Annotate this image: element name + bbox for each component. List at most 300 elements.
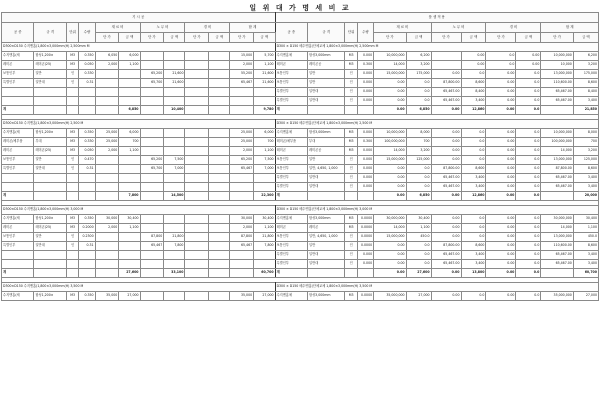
left-cell-2 xyxy=(66,106,78,115)
header-material-left: 재 료 비 xyxy=(95,23,140,33)
right-cell-10: 10,000,000 xyxy=(541,52,573,61)
left-cell-2: M3 xyxy=(66,52,78,61)
right-cell-3: 0.000 xyxy=(357,183,373,192)
left-cell-11: 1,100 xyxy=(254,61,275,70)
header-amount: 금 액 xyxy=(164,33,185,43)
right-cell-10: 65,467.00 xyxy=(541,97,573,106)
right-cell-0: 수지맨홀체 xyxy=(275,52,307,61)
right-cell-0: 특별인부 xyxy=(275,88,307,97)
right-cell-6: 0.00 xyxy=(431,156,461,165)
left-cell-8 xyxy=(185,224,209,233)
left-cell-3: 0.350 xyxy=(79,129,95,138)
header-left-group: 기 시 공 xyxy=(2,13,276,23)
right-cell-2: 인 xyxy=(345,97,357,106)
left-cell-11 xyxy=(254,174,275,183)
table-row xyxy=(2,61,599,70)
right-cell-6: 65,467.00 xyxy=(431,260,461,269)
left-cell-1 xyxy=(34,269,66,278)
right-cell-6: 0.00 xyxy=(431,192,461,201)
left-cell-11: 700 xyxy=(254,138,275,147)
right-cell-6: 0.00 xyxy=(431,233,461,242)
left-cell-10: 35,000 xyxy=(230,292,254,301)
left-cell-11: 21,800 xyxy=(254,233,275,242)
right-cell-10: 30,000,000 xyxy=(541,215,573,224)
right-cell-3: 0.000 xyxy=(357,70,373,79)
left-cell-6 xyxy=(140,251,164,260)
right-cell-5: 1,100 xyxy=(406,224,431,233)
right-cell-9: 0.0 xyxy=(516,269,541,278)
right-cell-0: 특별인부 xyxy=(275,251,307,260)
table-row xyxy=(2,97,599,106)
right-cell-5: 0.0 xyxy=(406,174,431,183)
right-cell-3: 0.0000 xyxy=(357,224,373,233)
right-cell-7: 3,400 xyxy=(461,97,486,106)
right-cell-11: 30,400 xyxy=(573,215,598,224)
left-cell-4: 6,050 xyxy=(95,52,119,61)
left-cell-1: 합성1,200× xyxy=(34,215,66,224)
right-cell-10: 13,000,000 xyxy=(541,70,573,79)
right-cell-3: 0.000 xyxy=(357,52,373,61)
left-cell-11: 1,100 xyxy=(254,224,275,233)
left-cell-1 xyxy=(34,192,66,201)
right-cell-6: 0.00 xyxy=(431,292,461,301)
right-cell-0: 계 xyxy=(275,106,307,115)
right-cell-2: 인 xyxy=(345,88,357,97)
right-cell-0: 수지맨홀체 xyxy=(275,215,307,224)
right-cell-5: 0.0 xyxy=(406,97,431,106)
left-cell-0 xyxy=(2,174,34,183)
left-cell-11: 7,800 xyxy=(254,242,275,251)
right-cell-10 xyxy=(541,269,573,278)
left-cell-6: 65,467 xyxy=(140,242,164,251)
left-cell-7 xyxy=(164,174,185,183)
left-cell-3 xyxy=(79,269,95,278)
left-cell-2 xyxy=(66,269,78,278)
left-cell-4 xyxy=(95,88,119,97)
right-cell-7: 0.0 xyxy=(461,215,486,224)
left-cell-9 xyxy=(209,52,230,61)
left-cell-10: 65,467 xyxy=(230,79,254,88)
left-cell-0: 계 xyxy=(2,192,34,201)
left-cell-4: 25,000 xyxy=(95,129,119,138)
table-row xyxy=(2,147,599,156)
left-cell-6: 65,200 xyxy=(140,156,164,165)
right-cell-0: 보통인부 xyxy=(275,79,307,88)
section-title-right: D300 × D150 배수맨홀(단체교체 1,800×3,000mm(H) 3,500 M xyxy=(275,283,598,292)
right-cell-6: 65,467.00 xyxy=(431,183,461,192)
right-cell-0: 레미콘 xyxy=(275,61,307,70)
right-cell-7: 0.00 xyxy=(461,52,486,61)
right-cell-2: 인 xyxy=(345,233,357,242)
right-cell-2: 인 xyxy=(345,165,357,174)
right-cell-2: M3 xyxy=(345,292,357,301)
right-cell-0: 보통인부 xyxy=(275,165,307,174)
right-cell-11: 8,000 xyxy=(573,129,598,138)
right-cell-6: 65,467.00 xyxy=(431,174,461,183)
left-cell-6 xyxy=(140,174,164,183)
right-cell-8: 0.00 xyxy=(486,233,516,242)
right-cell-9: 0.0 xyxy=(516,97,541,106)
right-cell-1 xyxy=(308,106,345,115)
left-cell-4 xyxy=(95,242,119,251)
left-cell-1 xyxy=(34,183,66,192)
left-cell-8 xyxy=(185,251,209,260)
left-cell-10: 2,000 xyxy=(230,61,254,70)
right-cell-3 xyxy=(357,192,373,201)
right-cell-11: 3,400 xyxy=(573,251,598,260)
left-cell-3 xyxy=(79,174,95,183)
left-cell-9 xyxy=(209,260,230,269)
left-cell-6 xyxy=(140,224,164,233)
left-cell-8 xyxy=(185,215,209,224)
right-cell-10: 13,000,000 xyxy=(541,233,573,242)
subtotal-row xyxy=(2,192,599,201)
right-cell-7: 0.0 xyxy=(461,70,486,79)
right-cell-2 xyxy=(345,269,357,278)
left-cell-11 xyxy=(254,251,275,260)
right-cell-1: 레미콘 xyxy=(308,224,345,233)
left-cell-3: 0.31 xyxy=(79,165,95,174)
left-cell-3: 0.330 xyxy=(79,70,95,79)
right-cell-11: 21,850 xyxy=(573,106,598,115)
left-cell-10: 65,467 xyxy=(230,165,254,174)
left-cell-1: 일반 xyxy=(34,233,66,242)
right-cell-3: 0.300 xyxy=(357,61,373,70)
left-cell-1: 부대 xyxy=(34,138,66,147)
right-cell-0: 레미콘 xyxy=(275,147,307,156)
left-cell-8 xyxy=(185,70,209,79)
right-cell-6 xyxy=(431,52,461,61)
left-cell-0: 특별인부 xyxy=(2,165,34,174)
right-cell-2: 인 xyxy=(345,174,357,183)
left-cell-10 xyxy=(230,97,254,106)
header-qty-left: 수량 xyxy=(79,23,95,43)
header-unit-price: 단 가 xyxy=(541,33,573,43)
right-cell-5: 3,200 xyxy=(406,61,431,70)
left-cell-1 xyxy=(34,97,66,106)
left-cell-10: 30,000 xyxy=(230,215,254,224)
left-cell-3: 0.350 xyxy=(79,52,95,61)
right-cell-2: 인 xyxy=(345,260,357,269)
right-cell-0: 특별인부 xyxy=(275,260,307,269)
left-cell-10: 55,200 xyxy=(230,70,254,79)
header-labor-right: 노 무 비 xyxy=(431,23,486,33)
left-cell-7 xyxy=(164,260,185,269)
right-cell-4: 0.00 xyxy=(374,183,406,192)
left-cell-10: 25,000 xyxy=(230,138,254,147)
right-cell-0: 계 xyxy=(275,269,307,278)
left-cell-4 xyxy=(95,183,119,192)
left-cell-8 xyxy=(185,147,209,156)
right-cell-7: 0.0 xyxy=(461,233,486,242)
left-cell-2 xyxy=(66,183,78,192)
right-cell-8: 0.00 xyxy=(486,242,516,251)
left-cell-5: 1,100 xyxy=(119,147,140,156)
right-cell-7: 3,400 xyxy=(461,174,486,183)
left-cell-2: 인 xyxy=(66,70,78,79)
left-cell-8 xyxy=(185,52,209,61)
left-cell-6 xyxy=(140,88,164,97)
left-cell-4 xyxy=(95,269,119,278)
right-cell-1: 일반, 4,650, 1,000 xyxy=(308,165,345,174)
left-cell-10: 2,000 xyxy=(230,147,254,156)
right-cell-5: 0.0 xyxy=(406,251,431,260)
right-cell-5: 0.0 xyxy=(406,183,431,192)
right-cell-9: 0.0 xyxy=(516,292,541,301)
right-cell-3: 0.300 xyxy=(357,138,373,147)
left-cell-3 xyxy=(79,260,95,269)
right-cell-0: 수지맨홀체 xyxy=(275,292,307,301)
right-cell-7: 3,400 xyxy=(461,251,486,260)
left-cell-11 xyxy=(254,260,275,269)
right-cell-11: 3,400 xyxy=(573,260,598,269)
left-cell-4: 25,000 xyxy=(95,138,119,147)
right-cell-10: 65,467.00 xyxy=(541,260,573,269)
left-cell-1: 레미콘(25) xyxy=(34,147,66,156)
left-cell-6: 65,200 xyxy=(140,70,164,79)
left-cell-2: 인 xyxy=(66,79,78,88)
left-cell-11: 7,500 xyxy=(254,156,275,165)
right-cell-1 xyxy=(308,269,345,278)
right-cell-6: 0.00 xyxy=(431,70,461,79)
left-cell-7 xyxy=(164,215,185,224)
right-cell-3: 0.000 xyxy=(357,156,373,165)
right-cell-2: M3 xyxy=(345,147,357,156)
header-expense-left: 경 비 xyxy=(185,23,230,33)
left-cell-5 xyxy=(119,97,140,106)
right-cell-0: 계 xyxy=(275,192,307,201)
right-cell-8: 0.0 xyxy=(486,52,516,61)
left-cell-3: 0.31 xyxy=(79,242,95,251)
left-cell-11: 7,000 xyxy=(254,165,275,174)
left-cell-8 xyxy=(185,97,209,106)
right-cell-10: 35,000,000 xyxy=(541,292,573,301)
right-cell-6: 65,467.00 xyxy=(431,251,461,260)
left-cell-0: 수지맨홀(체 xyxy=(2,129,34,138)
right-cell-8: 0.00 xyxy=(486,174,516,183)
left-cell-9 xyxy=(209,292,230,301)
left-cell-5 xyxy=(119,242,140,251)
left-cell-0: 수지맨홀(체 xyxy=(2,292,34,301)
left-cell-4 xyxy=(95,97,119,106)
right-cell-5: 6,850 xyxy=(406,106,431,115)
left-cell-8 xyxy=(185,156,209,165)
left-cell-4 xyxy=(95,79,119,88)
right-cell-11: 60,700 xyxy=(573,269,598,278)
right-cell-1: 일반 xyxy=(308,156,345,165)
left-cell-6: 87,800 xyxy=(140,233,164,242)
right-cell-7: 12,860 xyxy=(461,106,486,115)
right-cell-3: 0.000 xyxy=(357,79,373,88)
right-cell-8: 0.00 xyxy=(486,70,516,79)
table-row xyxy=(2,224,599,233)
header-unit-price: 단 가 xyxy=(230,33,254,43)
right-cell-1: 합성3,000mm xyxy=(308,129,345,138)
left-cell-3: 0.050 xyxy=(79,61,95,70)
left-cell-11: 22,300 xyxy=(254,192,275,201)
right-cell-11: 8,600 xyxy=(573,165,598,174)
left-cell-7 xyxy=(164,183,185,192)
left-cell-9 xyxy=(209,165,230,174)
right-cell-1: 일반, 4,650, 1,000 xyxy=(308,233,345,242)
right-cell-3: 0.000 xyxy=(357,147,373,156)
table-row xyxy=(2,251,599,260)
left-cell-8 xyxy=(185,106,209,115)
left-cell-2: M3 xyxy=(66,292,78,301)
right-cell-1: 레미콘공 xyxy=(308,147,345,156)
left-cell-7: 21,600 xyxy=(164,79,185,88)
left-cell-6 xyxy=(140,106,164,115)
right-cell-7: 12,860 xyxy=(461,192,486,201)
right-cell-1 xyxy=(308,192,345,201)
left-cell-3: 0.050 xyxy=(79,147,95,156)
left-cell-3: 0.470 xyxy=(79,156,95,165)
left-cell-5 xyxy=(119,88,140,97)
left-cell-4: 2,000 xyxy=(95,147,119,156)
right-cell-5: 450.0 xyxy=(406,233,431,242)
right-cell-1: 일반대 xyxy=(308,88,345,97)
left-cell-11 xyxy=(254,97,275,106)
right-cell-4: 0.00 xyxy=(374,106,406,115)
right-cell-10: 110,600.00 xyxy=(541,242,573,251)
right-cell-1: 일반 xyxy=(308,242,345,251)
left-cell-9 xyxy=(209,242,230,251)
left-cell-4 xyxy=(95,165,119,174)
right-cell-4: 0.00 xyxy=(374,260,406,269)
left-cell-2: M3 xyxy=(66,61,78,70)
right-cell-8: 0.00 xyxy=(486,260,516,269)
right-cell-6: 65,467.00 xyxy=(431,88,461,97)
table-row xyxy=(2,129,599,138)
right-cell-8: 0.00 xyxy=(486,79,516,88)
left-cell-5 xyxy=(119,79,140,88)
left-cell-4 xyxy=(95,106,119,115)
right-cell-5: 700 xyxy=(406,138,431,147)
right-cell-9: 0.00 xyxy=(516,52,541,61)
right-cell-11: 8,600 xyxy=(573,79,598,88)
right-cell-9: 0.0 xyxy=(516,70,541,79)
right-cell-7: 0.0 xyxy=(461,156,486,165)
right-cell-11: 175,000 xyxy=(573,70,598,79)
right-cell-7: 3,400 xyxy=(461,260,486,269)
right-cell-8: 0.00 xyxy=(486,106,516,115)
right-cell-11: 3,200 xyxy=(573,61,598,70)
left-cell-2 xyxy=(66,251,78,260)
right-cell-10: 13,000,000 xyxy=(541,156,573,165)
right-cell-2: 인 xyxy=(345,251,357,260)
section-title-right: D300 × D150 배수맨홀(단체교체 1,800×3,000mm(H) 3,000 M xyxy=(275,206,598,215)
right-cell-2 xyxy=(345,106,357,115)
table-body xyxy=(2,43,599,301)
left-cell-9 xyxy=(209,233,230,242)
left-cell-2: M3 xyxy=(66,129,78,138)
left-cell-4: 35,000 xyxy=(95,292,119,301)
right-cell-2: 인 xyxy=(345,183,357,192)
table-header xyxy=(2,13,599,43)
left-cell-4 xyxy=(95,260,119,269)
right-cell-5: 3,200 xyxy=(406,147,431,156)
right-cell-2: 인 xyxy=(345,79,357,88)
left-cell-2 xyxy=(66,88,78,97)
left-cell-7 xyxy=(164,292,185,301)
section-title-left: D300×D150 수지맨홀(1,800×3,000mm(H) 2,500mm M xyxy=(2,43,276,52)
table-row xyxy=(2,70,599,79)
header-name-left: 공 종 xyxy=(2,23,34,43)
left-cell-0: 레미콘 xyxy=(2,147,34,156)
left-cell-6 xyxy=(140,138,164,147)
right-cell-1: 일반대 xyxy=(308,174,345,183)
left-cell-4 xyxy=(95,192,119,201)
right-cell-7: 13,800 xyxy=(461,269,486,278)
left-cell-9 xyxy=(209,224,230,233)
right-cell-5: 8,000 xyxy=(406,129,431,138)
left-cell-0: 보통인부 xyxy=(2,70,34,79)
left-cell-10 xyxy=(230,88,254,97)
right-cell-4: 0.00 xyxy=(374,242,406,251)
left-cell-6 xyxy=(140,269,164,278)
right-cell-7: 8,600 xyxy=(461,165,486,174)
left-cell-1: 일반 xyxy=(34,156,66,165)
right-cell-1: 레미콘공 xyxy=(308,61,345,70)
header-right-group: 품 셈 적 용 xyxy=(275,13,598,23)
left-cell-2: M3 xyxy=(66,215,78,224)
left-cell-5 xyxy=(119,233,140,242)
right-cell-9: 0.0 xyxy=(516,165,541,174)
left-cell-10 xyxy=(230,269,254,278)
right-cell-10: 110,600.00 xyxy=(541,79,573,88)
right-cell-9: 0.0 xyxy=(516,174,541,183)
right-cell-9: 0.0 xyxy=(516,192,541,201)
left-cell-9 xyxy=(209,156,230,165)
right-cell-4: 30,000,000 xyxy=(374,215,406,224)
right-cell-1: 일반대 xyxy=(308,251,345,260)
left-cell-3: 0.330 xyxy=(79,138,95,147)
right-cell-3: 0.0000 xyxy=(357,233,373,242)
right-cell-9: 0.0 xyxy=(516,242,541,251)
left-cell-10 xyxy=(230,260,254,269)
right-cell-7: 8,600 xyxy=(461,242,486,251)
left-cell-8 xyxy=(185,165,209,174)
right-cell-11: 3,400 xyxy=(573,174,598,183)
right-cell-6: 87,800.00 xyxy=(431,242,461,251)
right-cell-1: 일반 xyxy=(308,79,345,88)
right-cell-1: 일반대 xyxy=(308,183,345,192)
left-cell-7: 7,500 xyxy=(164,156,185,165)
right-cell-3: 0.0000 xyxy=(357,215,373,224)
right-cell-3: 0.000 xyxy=(357,251,373,260)
right-cell-10: 100,000,000 xyxy=(541,138,573,147)
left-cell-0: 레미콘/체부품 xyxy=(2,138,34,147)
right-cell-1: 일반 xyxy=(308,70,345,79)
right-cell-9: 0.0 xyxy=(516,106,541,115)
header-unit-right: 단위 xyxy=(345,23,357,43)
right-cell-10 xyxy=(541,192,573,201)
table-row xyxy=(2,165,599,174)
left-cell-1: 레미콘(25) xyxy=(34,224,66,233)
right-cell-0: 보통인부 xyxy=(275,242,307,251)
right-cell-8: 0.00 xyxy=(486,88,516,97)
left-cell-0 xyxy=(2,260,34,269)
left-cell-1 xyxy=(34,251,66,260)
left-cell-7 xyxy=(164,224,185,233)
right-cell-1: 부대 xyxy=(308,138,345,147)
left-cell-1 xyxy=(34,174,66,183)
section-title-row xyxy=(2,283,599,292)
right-cell-9: 0.0 xyxy=(516,138,541,147)
left-cell-7: 21,600 xyxy=(164,70,185,79)
right-cell-9: 0.0 xyxy=(516,251,541,260)
left-cell-9 xyxy=(209,183,230,192)
